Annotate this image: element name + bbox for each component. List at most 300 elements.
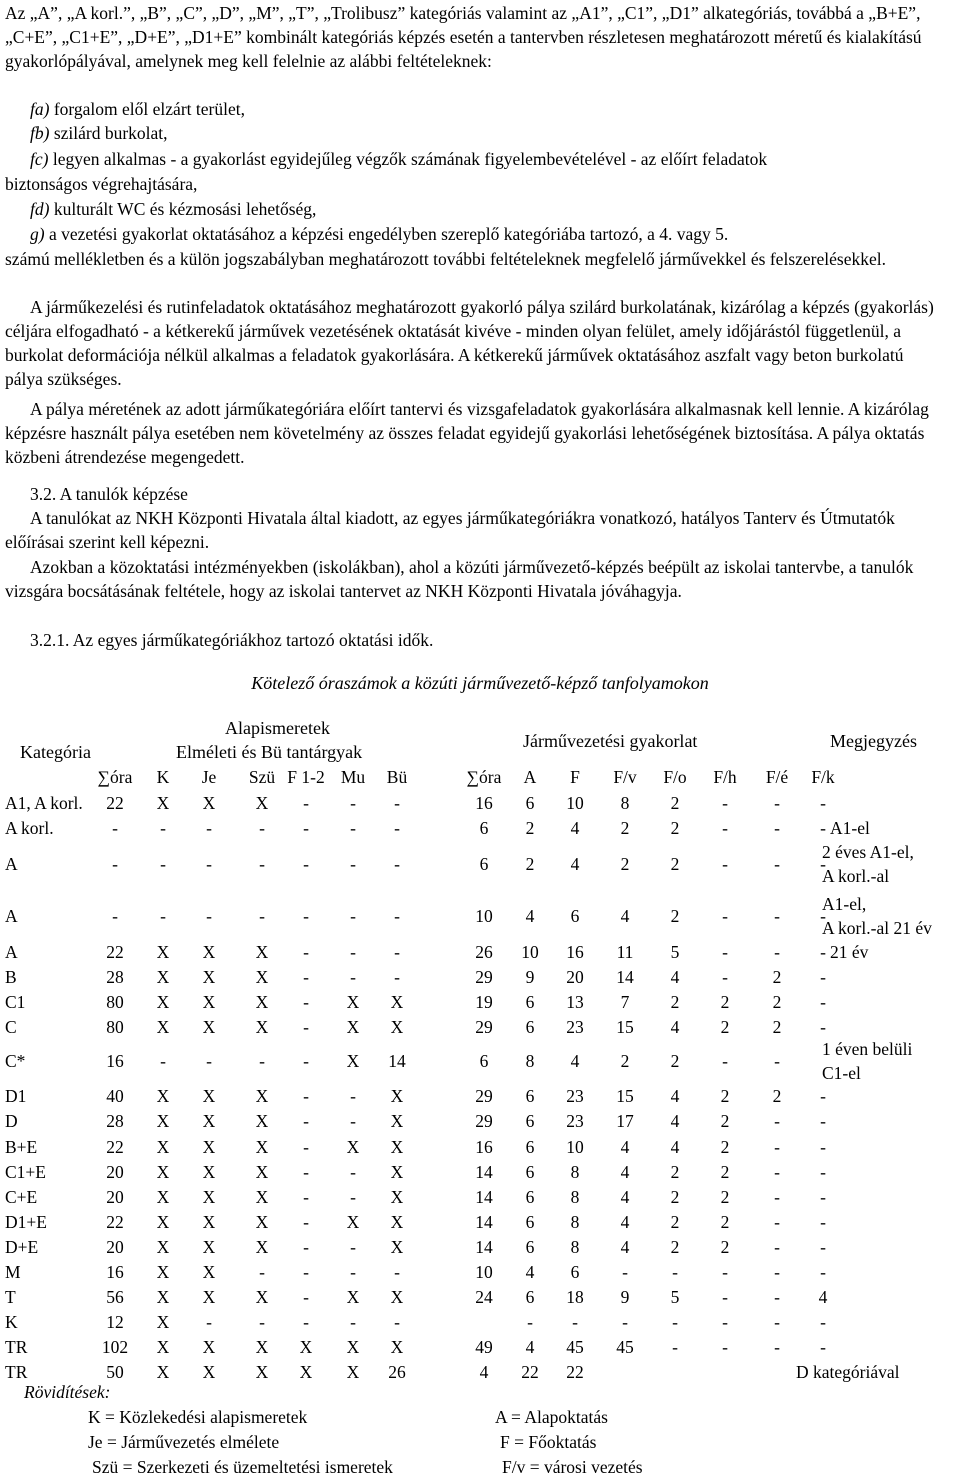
table-cell: 40 [106, 1086, 124, 1106]
table-cell: X [346, 1051, 360, 1071]
row-category: A [5, 942, 18, 962]
table-cell: 22 [106, 1212, 124, 1232]
column-header: Bü [386, 767, 408, 787]
table-cell: - [303, 1237, 309, 1257]
subsection-heading: 3.2.1. Az egyes járműkategóriákhoz tartozó oktatási idők. [30, 630, 434, 650]
column-header: F 1-2 [287, 767, 325, 787]
abbreviation-right: F/v = városi vezetés [502, 1457, 643, 1477]
table-cell: 4 [570, 818, 580, 838]
table-cell: 2 [525, 854, 535, 874]
table-cell: X [156, 1337, 170, 1357]
table-cell: - [820, 818, 826, 838]
table-cell: - [112, 906, 118, 926]
table-cell: X [156, 1362, 170, 1382]
table-cell: - [722, 942, 728, 962]
table-cell: X [299, 1362, 313, 1382]
table-cell: 15 [616, 1017, 634, 1037]
table-cell: 22 [566, 1362, 584, 1382]
table-cell: - [820, 793, 826, 813]
table-cell: 2 [720, 1237, 730, 1257]
table-cell: - [350, 818, 356, 838]
table-cell: X [156, 1187, 170, 1207]
row-category: C1+E [5, 1162, 46, 1182]
table-cell: 2 [720, 992, 730, 1012]
table-cell: X [202, 1137, 216, 1157]
table-cell: X [255, 1086, 269, 1106]
table-cell: 13 [566, 992, 584, 1012]
table-cell: 2 [720, 1137, 730, 1157]
column-header: F/k [811, 767, 835, 787]
table-cell: 2 [670, 1237, 680, 1257]
table-cell: - [160, 854, 166, 874]
table-cell: - [722, 854, 728, 874]
table-cell: - [350, 1086, 356, 1106]
row-category: M [5, 1262, 21, 1282]
table-cell: - [774, 1051, 780, 1071]
table-cell: - [350, 967, 356, 987]
table-cell: X [390, 1086, 404, 1106]
table-cell: 2 [670, 854, 680, 874]
table-cell: 20 [106, 1237, 124, 1257]
table-cell: - [774, 1237, 780, 1257]
table-cell: - [820, 1086, 826, 1106]
table-cell: X [156, 1212, 170, 1232]
table-cell: 26 [388, 1362, 406, 1382]
table-cell: X [390, 1017, 404, 1037]
row-category: D1 [5, 1086, 27, 1106]
table-cell: - [820, 1262, 826, 1282]
table-cell: - [820, 1162, 826, 1182]
table-cell: 14 [475, 1162, 493, 1182]
table-cell: - [774, 942, 780, 962]
table-cell: - [350, 1312, 356, 1332]
table-cell: - [350, 1187, 356, 1207]
table-cell: 8 [570, 1237, 580, 1257]
table-cell: 4 [525, 906, 535, 926]
table-cell: 8 [525, 1051, 535, 1071]
table-cell: - [722, 1312, 728, 1332]
table-cell: - [303, 1111, 309, 1131]
table-cell: - [722, 793, 728, 813]
table-cell: 22 [106, 942, 124, 962]
table-cell: - [394, 1312, 400, 1332]
table-cell: 16 [106, 1051, 124, 1071]
table-cell: - [820, 1017, 826, 1037]
row-category: C* [5, 1051, 26, 1071]
table-cell: X [346, 1362, 360, 1382]
column-header: ∑óra [466, 767, 502, 787]
paragraph-surface: A járműkezelési és rutinfeladatok oktatásához meghatározott gyakorló pálya szilárd burkolatának, kizárólag a képzés (gyakorlás) céljára elfogadható - a kétkerekű járművek vezetésének oktatását kivéve - minden olyan felület, amely időjárástól függetlenül, a burkolat deformációja nélkül alkalmas a feladatok gyakorlására. A kétkerekű járművek oktatásához aszfalt vagy beton burkolatú pálya szükséges. [5, 297, 934, 389]
table-cell: 2 [772, 967, 782, 987]
table-cell: X [202, 967, 216, 987]
table-cell: 12 [106, 1312, 124, 1332]
condition-g-continued: számú mellékletben és a külön jogszabályban meghatározott további feltételeknek megfelelő járművekkel és felszerelésekkel. [5, 249, 886, 269]
table-cell: X [202, 1017, 216, 1037]
table-cell: 50 [106, 1362, 124, 1382]
table-cell: 2 [772, 992, 782, 1012]
table-cell: 29 [475, 1111, 493, 1131]
table-cell: - [259, 906, 265, 926]
table-cell: - [722, 1262, 728, 1282]
condition-label: fd) [30, 199, 50, 219]
table-cell: X [255, 1017, 269, 1037]
table-cell: - [394, 854, 400, 874]
table-cell: X [255, 793, 269, 813]
table-cell: - [394, 967, 400, 987]
table-cell: X [202, 1287, 216, 1307]
table-cell: - [303, 942, 309, 962]
table-cell: 4 [479, 1362, 489, 1382]
column-header: Mu [340, 767, 366, 787]
condition-text: legyen alkalmas - a gyakorlást egyidejűleg végzők számának figyelembevételével - az előírt feladatok [48, 149, 768, 169]
table-cell: - [350, 793, 356, 813]
table-cell: 16 [106, 1262, 124, 1282]
table-cell: - [350, 1262, 356, 1282]
column-header: K [156, 767, 170, 787]
table-cell: 14 [388, 1051, 406, 1071]
condition-label: fa) [30, 99, 50, 119]
table-cell: 2 [720, 1111, 730, 1131]
table-cell: - [259, 1312, 265, 1332]
table-cell: 2 [720, 1162, 730, 1182]
table-cell: - [303, 1187, 309, 1207]
table-cell: X [346, 1017, 360, 1037]
table-cell: - [820, 1312, 826, 1332]
table-cell: - [722, 1287, 728, 1307]
condition-fd [30, 197, 316, 221]
row-note: D kategóriával [796, 1362, 900, 1382]
table-cell: - [303, 1162, 309, 1182]
row-note: 2 éves A1-el, [822, 842, 914, 862]
table-cell: - [303, 1212, 309, 1232]
table-cell: 10 [521, 942, 539, 962]
row-category: C [5, 1017, 17, 1037]
table-cell: 2 [670, 1051, 680, 1071]
table-cell: - [774, 1137, 780, 1157]
table-cell: 2 [670, 1212, 680, 1232]
table-cell: 6 [570, 1262, 580, 1282]
table-cell: 80 [106, 1017, 124, 1037]
table-cell: X [202, 992, 216, 1012]
table-cell: X [390, 1137, 404, 1157]
table-cell: X [390, 1162, 404, 1182]
row-category: B [5, 967, 17, 987]
table-cell: X [390, 1287, 404, 1307]
table-cell: 2 [620, 1051, 630, 1071]
row-note: A1-el, [822, 894, 867, 914]
row-category: A korl. [5, 818, 54, 838]
condition-label: g) [30, 224, 45, 244]
table-cell: 5 [670, 1287, 680, 1307]
table-cell: - [206, 906, 212, 926]
intro-paragraph: Az „A”, „A korl.”, „B”, „C”, „D”, „M”, „T”, „Trolibusz” kategóriás valamint az „A1”, „C1”, „D1” alkategóriás, továbbá a „B+E”, „C+E”, „C1+E”, „D+E”, „D1+E” kombinált kategóriás képzés esetén a tantervben részletesen meghatározott méretű és kialakítású gyakorlópályával, amelynek meg kell felelnie az alábbi feltételeknek: [5, 3, 922, 71]
table-cell: - [303, 818, 309, 838]
column-header: F/v [613, 767, 637, 787]
table-cell: X [255, 1137, 269, 1157]
table-cell: 22 [106, 1137, 124, 1157]
table-cell: X [156, 1137, 170, 1157]
table-cell: - [160, 818, 166, 838]
table-cell: - [722, 1051, 728, 1071]
table-cell: X [202, 942, 216, 962]
table-cell: X [156, 1111, 170, 1131]
condition-fc [30, 147, 767, 171]
table-cell: 17 [616, 1111, 634, 1131]
table-cell: 29 [475, 1017, 493, 1037]
table-cell: - [394, 1262, 400, 1282]
table-cell: 14 [475, 1237, 493, 1257]
row-category: T [5, 1287, 16, 1307]
table-cell: 2 [670, 906, 680, 926]
table-cell: - [112, 818, 118, 838]
table-cell: 23 [566, 1086, 584, 1106]
table-cell: 7 [620, 992, 630, 1012]
condition-text: kulturált WC és kézmosási lehetőség, [49, 199, 317, 219]
table-cell: X [202, 1111, 216, 1131]
table-cell: 2 [670, 1187, 680, 1207]
table-cell: X [255, 1337, 269, 1357]
table-cell: - [774, 854, 780, 874]
table-cell: - [206, 854, 212, 874]
table-cell: - [259, 818, 265, 838]
header-jarmuvezetesi: Járművezetési gyakorlat [523, 731, 698, 751]
table-cell: 4 [670, 1111, 680, 1131]
table-cell: - [774, 1287, 780, 1307]
condition-text: szilárd burkolat, [49, 123, 168, 143]
column-header: F/h [713, 767, 737, 787]
table-cell: 28 [106, 1111, 124, 1131]
row-category: A1, A korl. [5, 793, 83, 813]
table-cell: X [346, 992, 360, 1012]
table-cell: 10 [475, 1262, 493, 1282]
abbreviation-left: Szü = Szerkezeti és üzemeltetési ismeretek [92, 1457, 393, 1477]
table-cell: - [527, 1312, 533, 1332]
header-elmeleti: Elméleti és Bü tantárgyak [176, 742, 363, 762]
condition-fc-continued: biztonságos végrehajtására, [5, 174, 198, 194]
table-cell: 10 [475, 906, 493, 926]
table-cell: 19 [475, 992, 493, 1012]
table-cell: - [774, 906, 780, 926]
table-cell: 2 [620, 854, 630, 874]
table-cell: - [820, 1111, 826, 1131]
table-cell: X [390, 1237, 404, 1257]
table-cell: X [255, 967, 269, 987]
paragraph-size: A pálya méretének az adott járműkategóriára előírt tantervi és vizsgafeladatok gyakorlására alkalmasnak kell lennie. A kizárólag képzésre használt pálya esetében nem követelmény az összes feladat egyidejű gyakorlási lehetőségének biztosítása. A pálya oktatás közbeni átrendezése megengedett. [5, 399, 929, 467]
row-note: 1 éven belüli [822, 1039, 913, 1059]
row-category: C+E [5, 1187, 38, 1207]
table-cell: 6 [525, 1086, 535, 1106]
table-cell: 5 [670, 942, 680, 962]
table-cell: X [156, 992, 170, 1012]
table-cell: - [259, 854, 265, 874]
table-cell: - [303, 793, 309, 813]
table-cell: - [672, 1312, 678, 1332]
table-cell: 4 [620, 1162, 630, 1182]
table-cell: 2 [670, 1162, 680, 1182]
table-cell: X [202, 1086, 216, 1106]
table-cell: 45 [616, 1337, 634, 1357]
table-cell: 22 [521, 1362, 539, 1382]
condition-fa [30, 97, 245, 121]
table-cell: 6 [525, 1162, 535, 1182]
table-title: Kötelező óraszámok a közúti járművezető-képző tanfolyamokon [251, 673, 709, 693]
row-category: D [5, 1111, 18, 1131]
table-cell: X [255, 1362, 269, 1382]
column-header: A [523, 767, 537, 787]
table-cell: X [202, 1262, 216, 1282]
table-cell: - [820, 967, 826, 987]
table-cell: 18 [566, 1287, 584, 1307]
table-cell: 4 [620, 906, 630, 926]
abbreviation-right: A = Alapoktatás [495, 1407, 608, 1427]
table-cell: - [303, 1262, 309, 1282]
condition-text: a vezetési gyakorlat oktatásához a képzési engedélyben szereplő kategóriába tartozó, a 4. vagy 5. [44, 224, 729, 244]
column-header: F/é [765, 767, 789, 787]
table-cell: - [820, 1137, 826, 1157]
row-category: K [5, 1312, 18, 1332]
table-cell: X [156, 967, 170, 987]
table-cell: 4 [620, 1212, 630, 1232]
table-cell: - [394, 906, 400, 926]
table-cell: - [303, 1086, 309, 1106]
table-cell: X [202, 793, 216, 813]
table-cell: - [774, 1212, 780, 1232]
condition-text: forgalom elől elzárt terület, [49, 99, 245, 119]
table-cell: 80 [106, 992, 124, 1012]
table-cell: X [156, 1162, 170, 1182]
table-cell: X [255, 942, 269, 962]
table-cell: - [622, 1312, 628, 1332]
table-cell: 20 [106, 1187, 124, 1207]
table-cell: - [774, 793, 780, 813]
row-note: C1-el [822, 1063, 861, 1083]
table-cell: - [303, 1051, 309, 1071]
condition-label: fc) [30, 149, 49, 169]
table-cell: X [255, 1287, 269, 1307]
header-alapismeretek: Alapismeretek [225, 718, 330, 738]
table-cell: - [774, 1111, 780, 1131]
table-cell: - [206, 818, 212, 838]
table-cell: 2 [670, 818, 680, 838]
table-cell: X [156, 1086, 170, 1106]
table-cell: - [394, 793, 400, 813]
table-cell: X [156, 942, 170, 962]
table-cell: 4 [525, 1337, 535, 1357]
table-cell: 8 [570, 1212, 580, 1232]
table-cell: X [156, 1312, 170, 1332]
table-cell: - [160, 1051, 166, 1071]
table-cell: 2 [720, 1086, 730, 1106]
abbreviation-left: K = Közlekedési alapismeretek [88, 1407, 308, 1427]
table-cell: 6 [479, 854, 489, 874]
section-paragraph: A tanulókat az NKH Központi Hivatala által kiadott, az egyes járműkategóriákra vonatkozó, hatályos Tanterv és Útmutatók előírásai szerint kell képezni. [5, 508, 895, 552]
table-cell: X [156, 1287, 170, 1307]
table-cell: 6 [525, 1017, 535, 1037]
table-cell: 20 [566, 967, 584, 987]
table-cell: - [672, 1337, 678, 1357]
row-category: TR [5, 1337, 28, 1357]
table-cell: - [722, 906, 728, 926]
table-cell: - [303, 967, 309, 987]
row-note: A korl.-al 21 év [822, 918, 932, 938]
table-cell: 22 [106, 793, 124, 813]
table-cell: 26 [475, 942, 493, 962]
table-cell: 4 [620, 1137, 630, 1157]
table-cell: - [774, 1187, 780, 1207]
table-cell: 14 [616, 967, 634, 987]
table-cell: X [390, 1111, 404, 1131]
table-cell: 2 [772, 1086, 782, 1106]
table-cell: - [303, 1312, 309, 1332]
table-cell: - [259, 1262, 265, 1282]
table-cell: 10 [566, 1137, 584, 1157]
table-cell: 6 [525, 1187, 535, 1207]
section-heading: 3.2. A tanulók képzése [30, 484, 188, 504]
table-cell: - [206, 1051, 212, 1071]
table-cell: 16 [475, 1137, 493, 1157]
table-cell: - [350, 942, 356, 962]
table-cell: 2 [525, 818, 535, 838]
table-cell: X [156, 1017, 170, 1037]
table-cell: - [303, 1137, 309, 1157]
table-cell: 23 [566, 1017, 584, 1037]
table-cell: - [774, 1262, 780, 1282]
table-cell: 2 [720, 1017, 730, 1037]
table-cell: - [350, 854, 356, 874]
table-cell: X [346, 1212, 360, 1232]
table-cell: - [350, 1162, 356, 1182]
table-cell: - [303, 854, 309, 874]
table-cell: - [722, 1337, 728, 1357]
table-cell: X [346, 1137, 360, 1157]
table-cell: 6 [525, 1111, 535, 1131]
row-category: A [5, 854, 18, 874]
table-cell: 4 [818, 1287, 828, 1307]
table-cell: X [299, 1337, 313, 1357]
table-cell: X [255, 1187, 269, 1207]
abbreviation-left: Je = Járművezetés elmélete [88, 1432, 280, 1452]
table-cell: - [206, 1312, 212, 1332]
table-cell: X [346, 1337, 360, 1357]
table-cell: - [722, 967, 728, 987]
table-cell: 6 [479, 818, 489, 838]
table-cell: 6 [525, 1287, 535, 1307]
table-cell: 4 [620, 1237, 630, 1257]
row-note: A1-el [830, 818, 870, 838]
condition-label: fb) [30, 123, 50, 143]
table-cell: 49 [475, 1337, 493, 1357]
table-cell: - [303, 906, 309, 926]
table-cell: X [202, 1237, 216, 1257]
table-cell: X [156, 793, 170, 813]
table-cell: 16 [475, 793, 493, 813]
row-category: TR [5, 1362, 28, 1382]
table-cell: - [820, 1337, 826, 1357]
table-cell: 2 [670, 992, 680, 1012]
table-cell: - [820, 942, 826, 962]
table-cell: X [346, 1287, 360, 1307]
table-cell: X [390, 1212, 404, 1232]
table-cell: 45 [566, 1337, 584, 1357]
table-cell: 6 [570, 906, 580, 926]
table-cell: - [160, 906, 166, 926]
table-cell: 8 [570, 1162, 580, 1182]
abbreviation-right: F = Főoktatás [500, 1432, 597, 1452]
row-category: D1+E [5, 1212, 47, 1232]
table-cell: 2 [720, 1212, 730, 1232]
table-cell: - [572, 1312, 578, 1332]
table-cell: X [255, 1212, 269, 1232]
